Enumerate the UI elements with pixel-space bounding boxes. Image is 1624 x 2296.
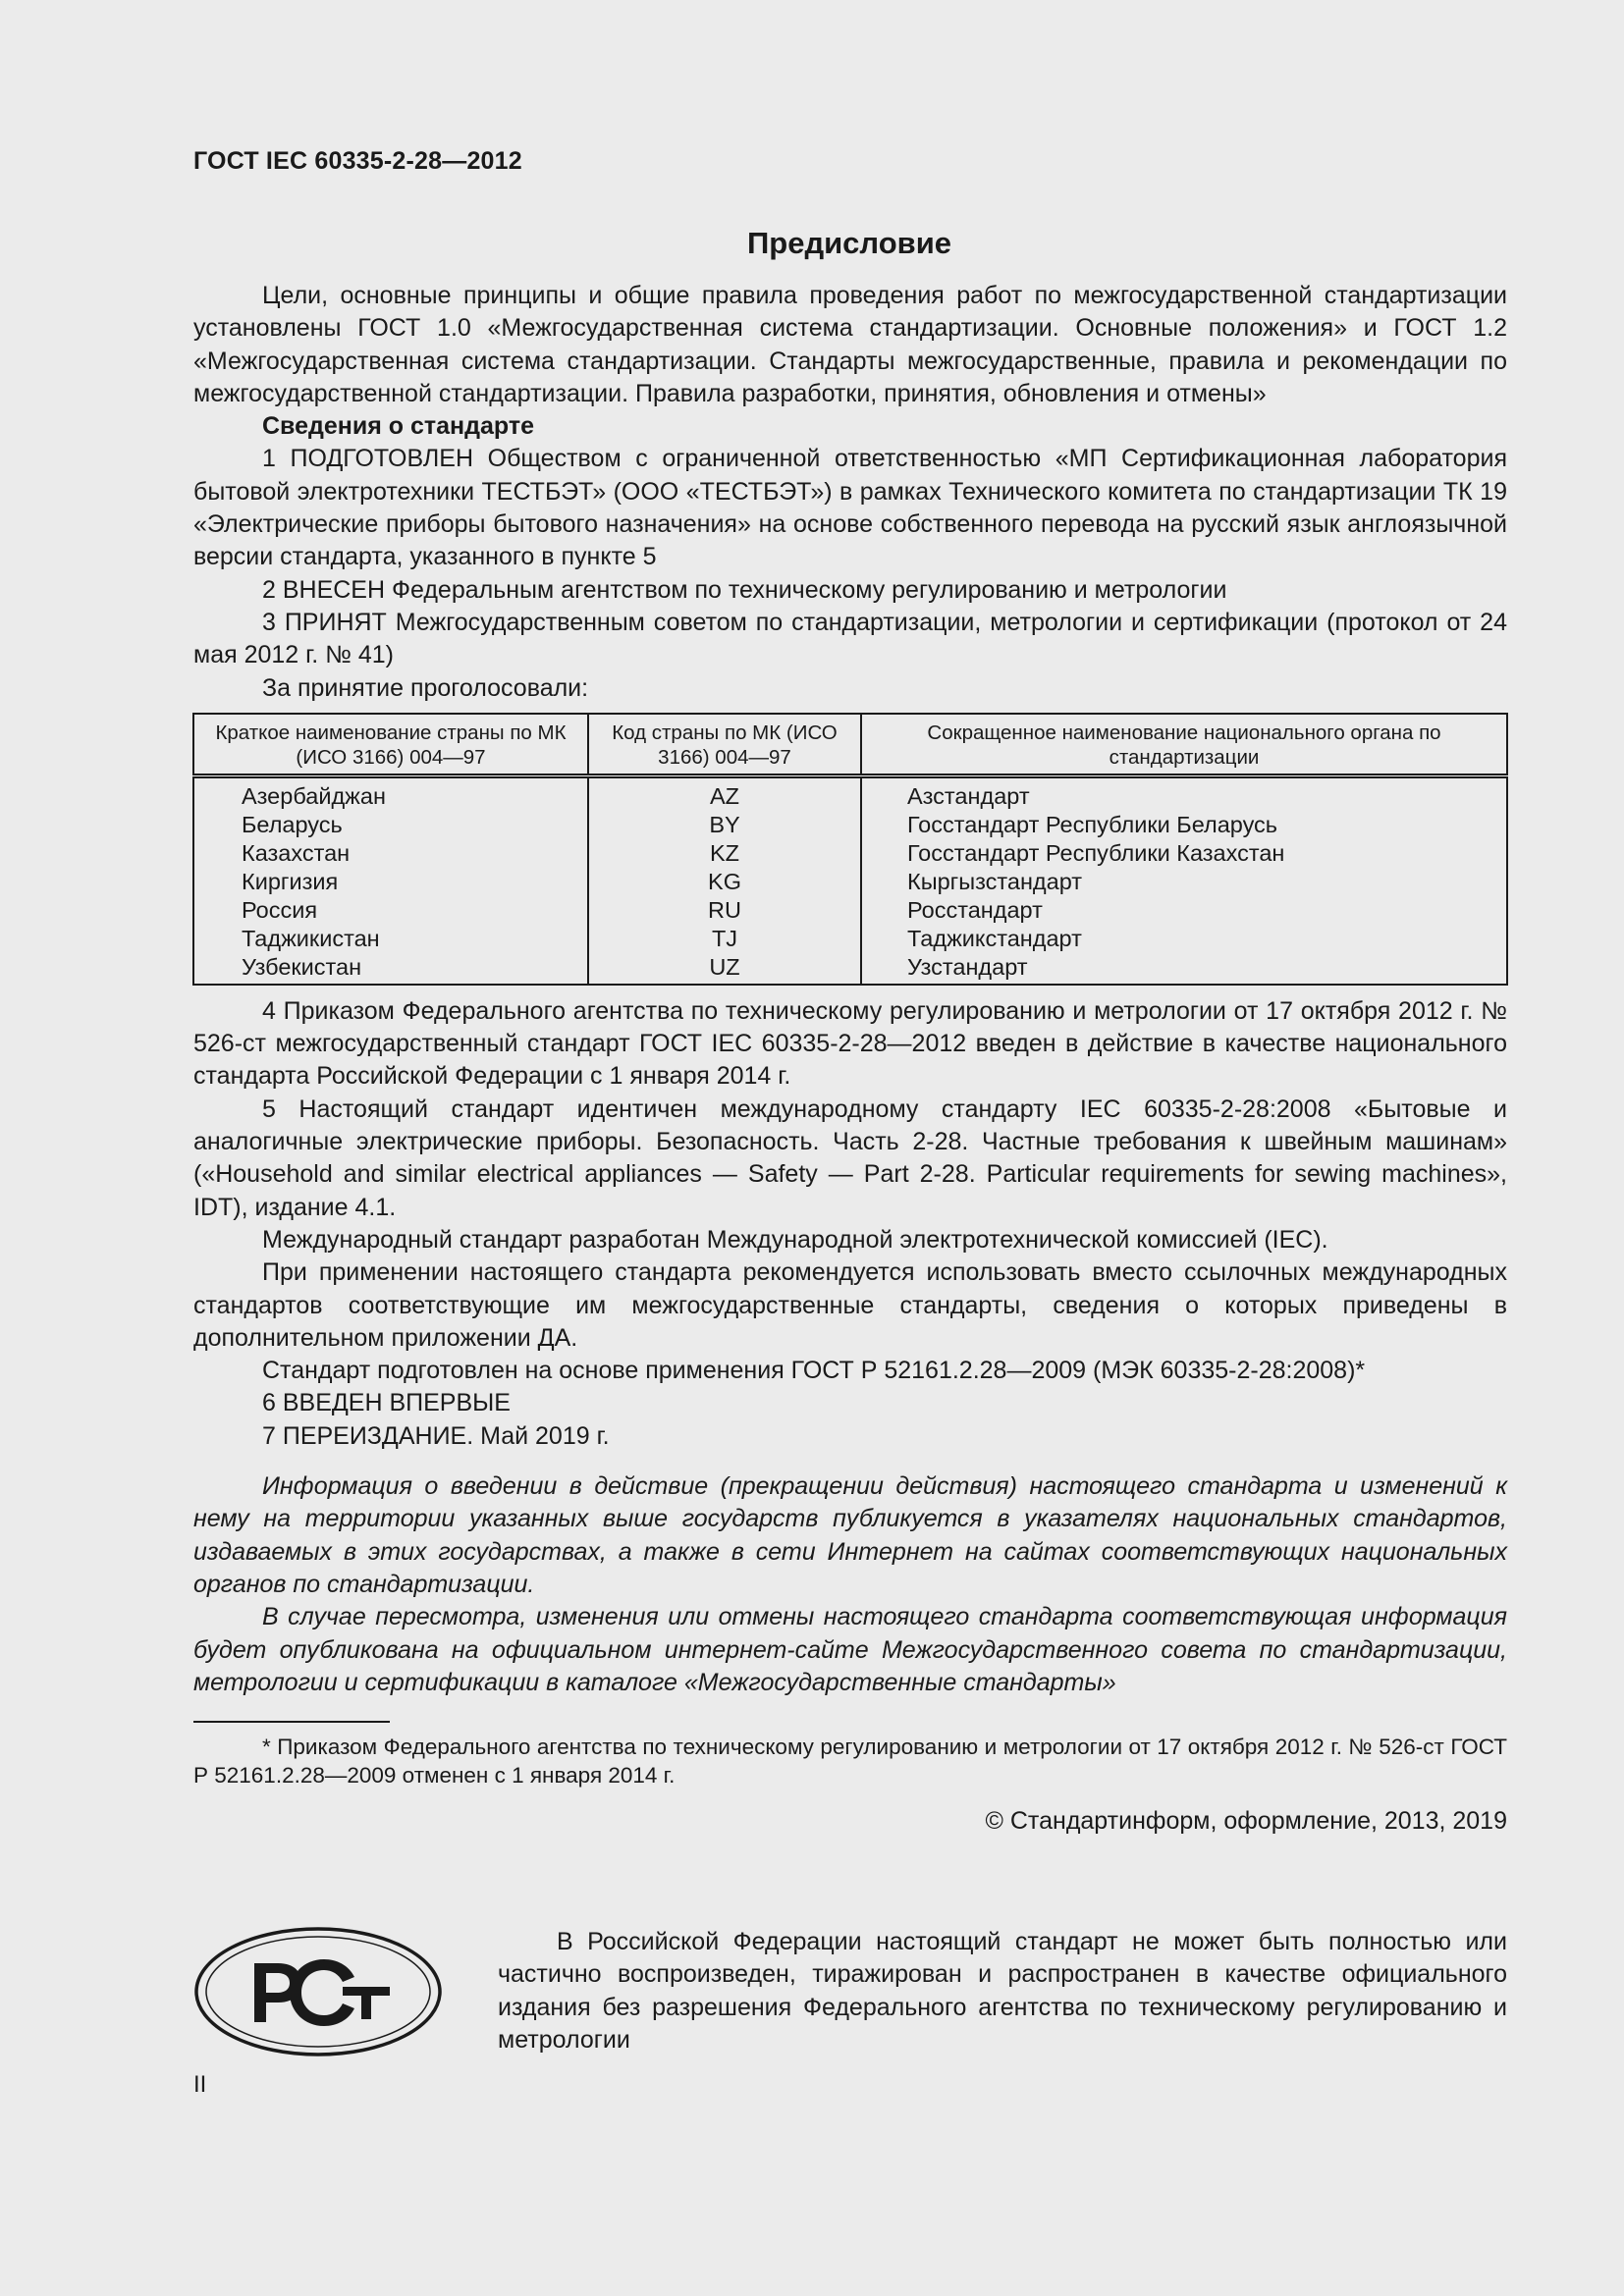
table-row — [193, 839, 1507, 868]
countries-table — [192, 713, 1508, 986]
rst-certification-mark-icon — [193, 1926, 443, 2057]
country-name: Таджикистан — [193, 925, 588, 953]
standards-body: Азстандарт — [907, 782, 1030, 809]
page-title: Предисловие — [746, 226, 951, 260]
footnote: * Приказом Федерального агентства по техническому регулированию и метрологии от 17 октября 2012 г. № 526-ст ГОСТ Р 52161.2.28—2009 отменен с 1 января 2014 г. — [193, 1735, 1507, 1789]
item-7-paragraph: 7 ПЕРЕИЗДАНИЕ. Май 2019 г. — [262, 1421, 610, 1450]
table-header-body: Сокращенное наименование национального органа по стандартизации — [861, 714, 1507, 776]
rights-text: В Российской Федерации настоящий стандарт не может быть полностью или частично воспроизведен, тиражирован и распространен в качестве официального издания без разрешения Федерального агентства по техническому регулированию и метрологии — [498, 1928, 1507, 2054]
table-header-row — [193, 714, 1507, 776]
country-code: BY — [588, 811, 861, 839]
table-row — [193, 775, 1507, 811]
info-paragraph-2: В случае пересмотра, изменения или отмены настоящего стандарта соответствующая информация будет опубликована на официальном интернет-сайте Межгосударственного совета по стандартизации, метрологии и сертификации в каталоге «Межгосударственные стандарты» — [193, 1603, 1507, 1696]
country-code: UZ — [588, 953, 861, 985]
country-code: KG — [588, 868, 861, 896]
country-name: Россия — [193, 896, 588, 925]
document-header: ГОСТ IEC 60335-2-28—2012 — [193, 147, 522, 175]
table-row — [193, 868, 1507, 896]
standards-body: Узстандарт — [907, 953, 1028, 980]
section-heading: Сведения о стандарте — [262, 412, 535, 441]
country-name: Киргизия — [193, 868, 588, 896]
standards-body: Таджикстандарт — [907, 925, 1082, 951]
item-5-basis-paragraph: Стандарт подготовлен на основе применения ГОСТ Р 52161.2.28—2009 (МЭК 60335-2-28:2008)* — [262, 1357, 1366, 1385]
item-5-paragraph: 5 Настоящий стандарт идентичен международному стандарту IEC 60335-2-28:2008 «Бытовые и аналогичные электрические приборы. Безопасность. Часть 2-28. Частные требования к швейным машинам» («Household and similar electrical appliances — Safety — Part 2-28. Particular requirements for sewing machines», IDT), издание 4.1. — [193, 1095, 1507, 1221]
item-6-paragraph: 6 ВВЕДЕН ВПЕРВЫЕ — [262, 1389, 511, 1417]
item-2-paragraph: 2 ВНЕСЕН Федеральным агентством по техническому регулированию и метрологии — [262, 575, 1227, 604]
table-header-country: Краткое наименование страны по МК (ИСО 3166) 004—97 — [193, 714, 588, 776]
country-code: KZ — [588, 839, 861, 868]
item-3-paragraph: 3 ПРИНЯТ Межгосударственным советом по стандартизации, метрологии и сертификации (протокол от 24 мая 2012 г. № 41) — [193, 608, 1507, 669]
footnote-divider — [193, 1721, 390, 1723]
document-body — [193, 280, 1507, 1838]
page-number: II — [193, 2071, 207, 2098]
copyright-line: © Стандартинформ, оформление, 2013, 2019 — [985, 1807, 1507, 1836]
table-row — [193, 953, 1507, 985]
voted-paragraph: За принятие проголосовали: — [262, 673, 589, 702]
item-5-references-paragraph: При применении настоящего стандарта рекомендуется использовать вместо ссылочных международных стандартов соответствующие им межгосударственные стандарты, сведения о которых приведены в дополнительном приложении ДА. — [193, 1258, 1507, 1352]
country-name: Узбекистан — [193, 953, 588, 985]
rights-notice — [498, 1926, 1507, 2056]
table-row — [193, 896, 1507, 925]
standards-body: Госстандарт Республики Казахстан — [907, 839, 1285, 866]
item-1-paragraph: 1 ПОДГОТОВЛЕН Обществом с ограниченной ответственностью «МП Сертификационная лаборатория бытовой электротехники ТЕСТБЭТ» (ООО «ТЕСТБЭТ») в рамках Технического комитета по стандартизации ТК 19 «Электрические приборы бытового назначения» на основе собственного перевода на русский язык англоязычной версии стандарта, указанного в пункте 5 — [193, 445, 1507, 571]
intro-paragraph: Цели, основные принципы и общие правила проведения работ по межгосударственной стандартизации установлены ГОСТ 1.0 «Межгосударственная система стандартизации. Основные положения» и ГОСТ 1.2 «Межгосударственная система стандартизации. Стандарты межгосударственные, правила и рекомендации по межгосударственной стандартизации. Правила разработки, принятия, обновления и отмены» — [193, 282, 1507, 407]
item-4-paragraph: 4 Приказом Федерального агентства по техническому регулированию и метрологии от 17 октября 2012 г. № 526-ст межгосударственный стандарт ГОСТ IEC 60335-2-28—2012 введен в действие в качестве национального стандарта Российской Федерации с 1 января 2014 г. — [193, 996, 1507, 1091]
standards-body: Кыргызстандарт — [907, 868, 1083, 894]
country-code: AZ — [588, 775, 861, 811]
info-paragraph-1: Информация о введении в действие (прекращении действия) настоящего стандарта и изменений к нему на территории указанных выше государств публикуется в указателях национальных стандартов, издаваемых в этих государствах, а также в сети Интернет на сайтах соответствующих национальных органов по стандартизации. — [193, 1472, 1507, 1598]
country-code: RU — [588, 896, 861, 925]
standards-body: Росстандарт — [907, 896, 1043, 923]
table-row — [193, 811, 1507, 839]
table-header-code: Код страны по МК (ИСО 3166) 004—97 — [588, 714, 861, 776]
table-row — [193, 925, 1507, 953]
standards-body: Госстандарт Республики Беларусь — [907, 811, 1278, 837]
country-name: Казахстан — [193, 839, 588, 868]
country-name: Азербайджан — [193, 775, 588, 811]
spacer — [193, 1453, 1507, 1470]
country-code: TJ — [588, 925, 861, 953]
country-name: Беларусь — [193, 811, 588, 839]
item-5-iec-paragraph: Международный стандарт разработан Международной электротехнической комиссией (IEC). — [262, 1225, 1328, 1254]
